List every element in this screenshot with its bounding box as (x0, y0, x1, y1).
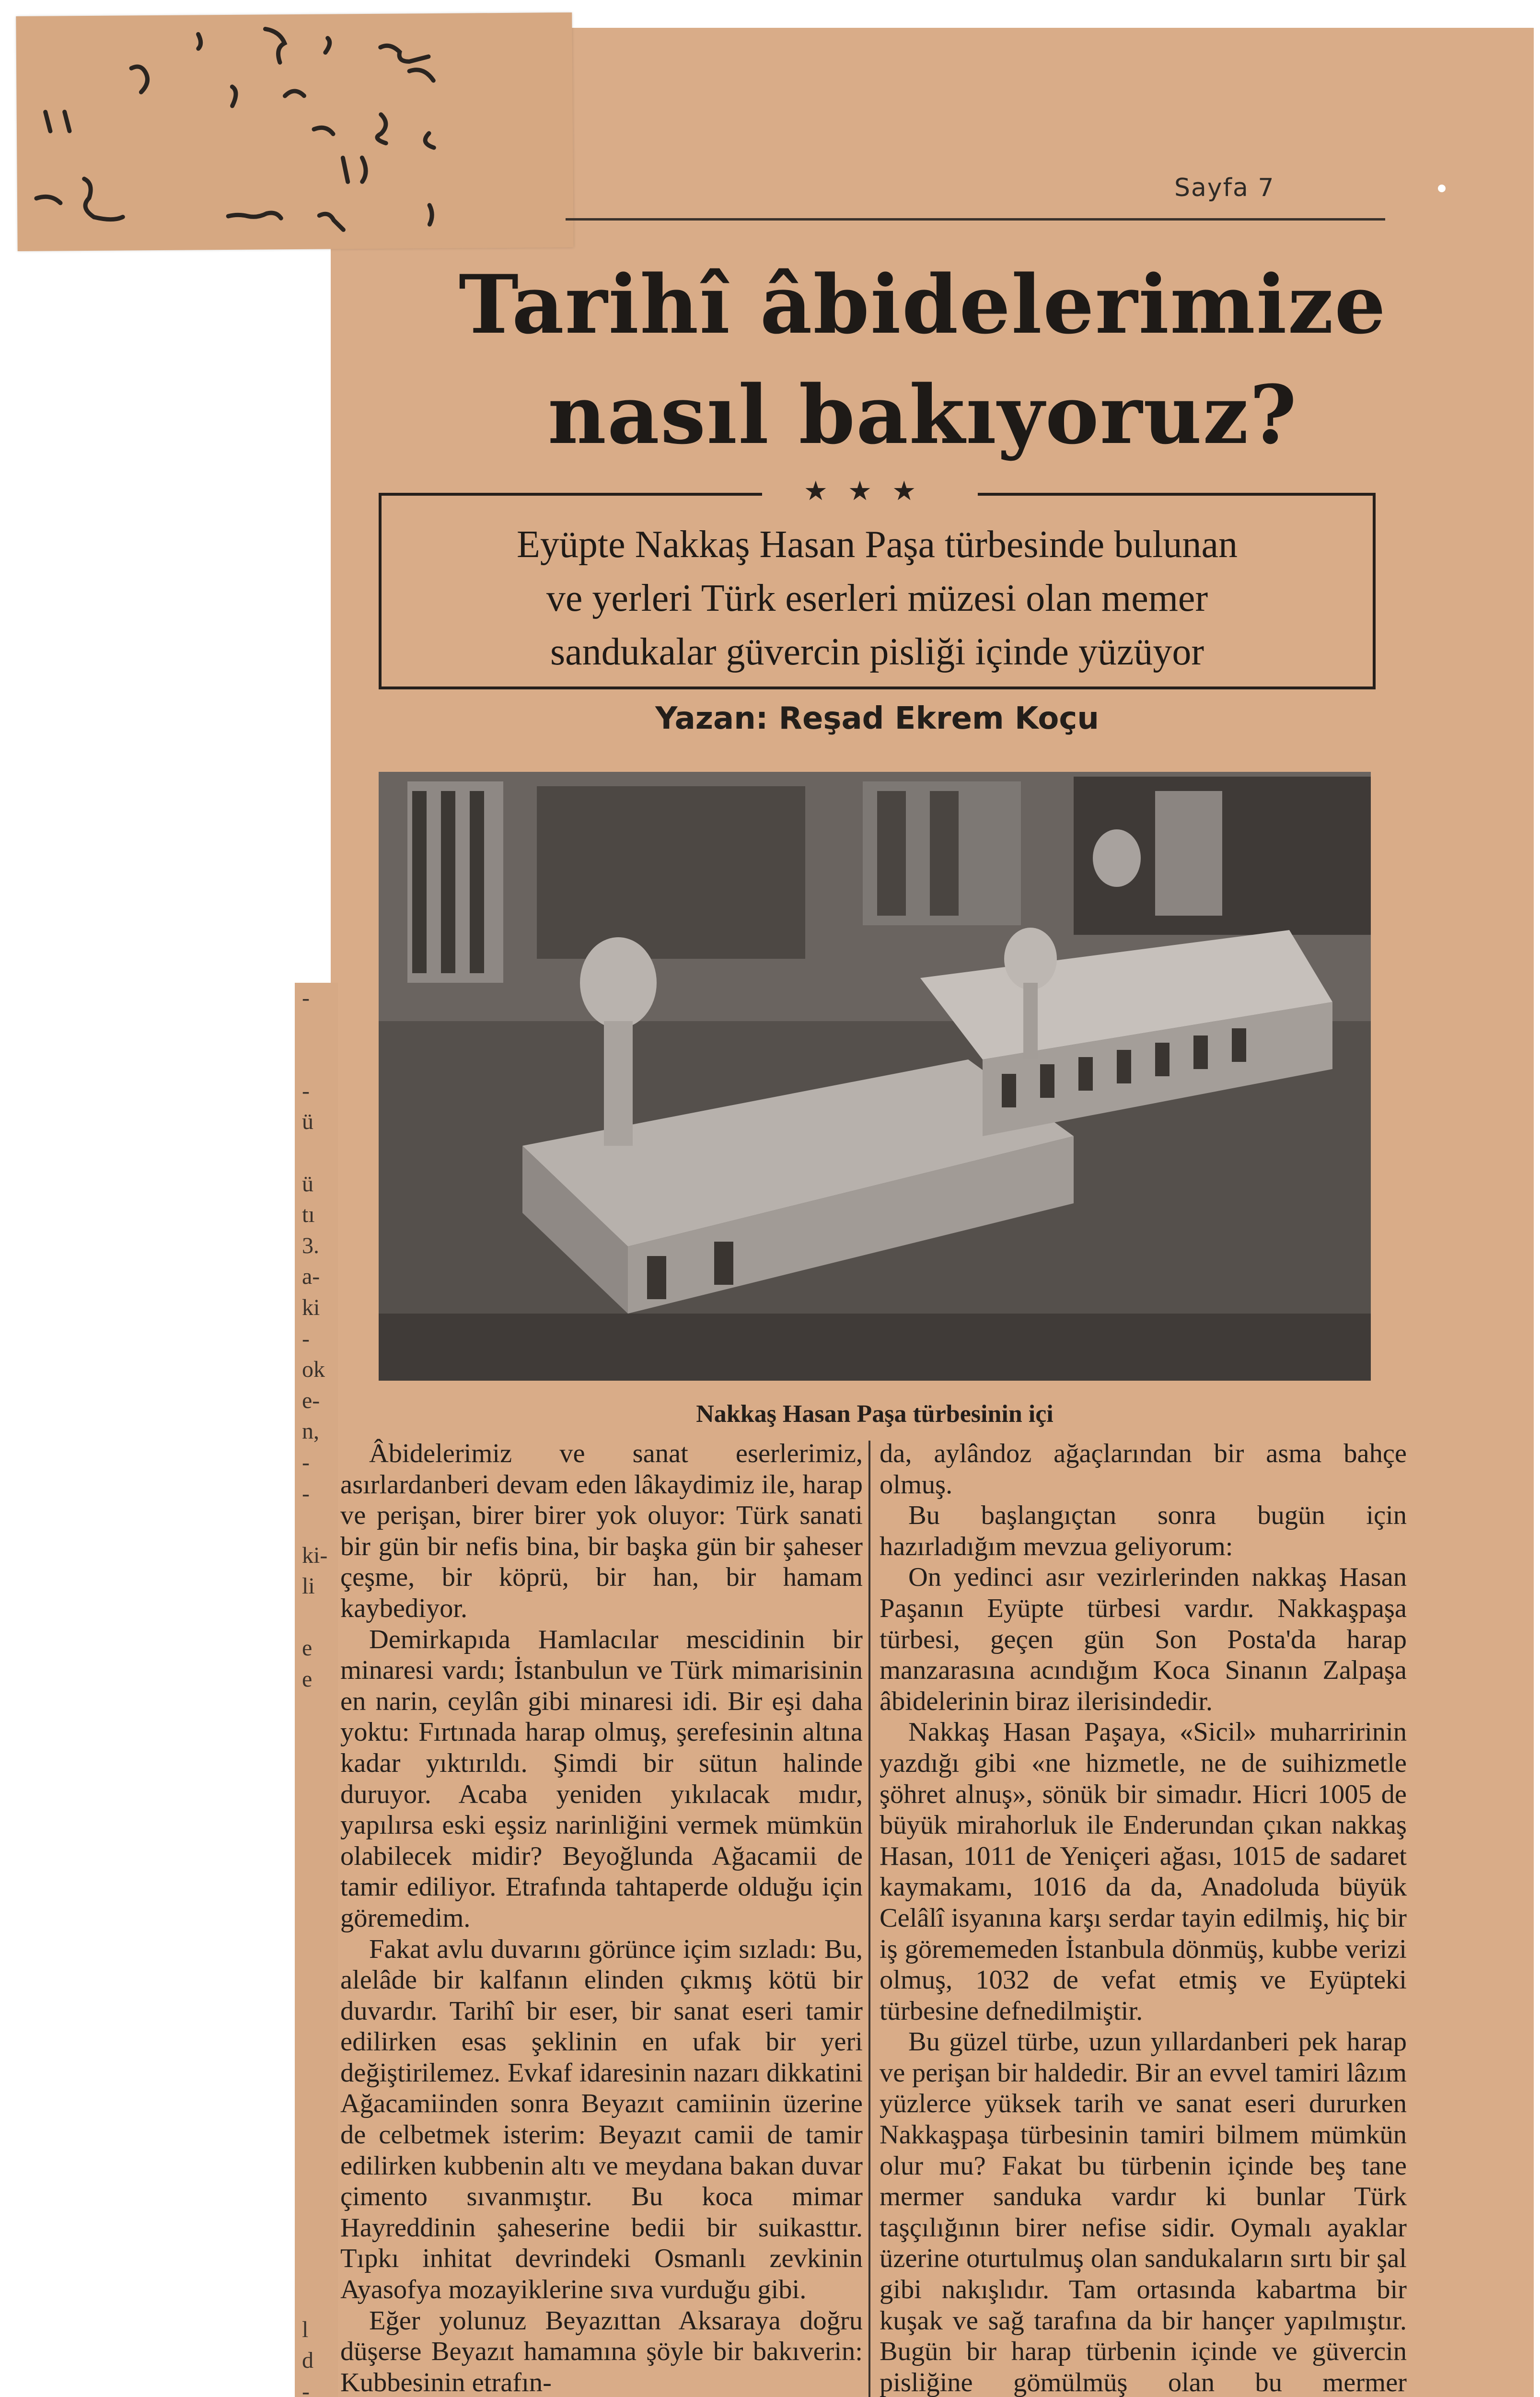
margin-fragment: - (302, 985, 310, 1011)
margin-fragment (302, 2252, 336, 2283)
margin-fragment (302, 1850, 336, 1881)
margin-fragment (302, 1045, 336, 1076)
page-number: Sayfa 7 (1174, 174, 1275, 202)
adjacent-column-fragments (302, 983, 336, 2397)
margin-fragment (302, 1602, 336, 1633)
margin-fragment: - (302, 1326, 310, 1351)
margin-fragment (302, 2097, 336, 2129)
margin-fragment: ki (302, 1294, 320, 1320)
paragraph: On yedinci asır vezirlerinden nakkaş Hasan Paşanın Eyüpte türbesi vardır. Nakkaşpaşa türbesi, geçen gün Son Posta'da harap manzarasına acındığım Koca Sinanın Zalpaşa âbidelerinin biraz ilerisindedir. (880, 1562, 1407, 1716)
handwritten-scribble (16, 12, 573, 251)
margin-fragment (302, 2222, 336, 2253)
star-ornament: ★★★ (762, 476, 978, 514)
paragraph: Nakkaş Hasan Paşaya, «Sicil» muharririnin yazdığı gibi «ne hizmetle, ne de suihizmetle şöhret alnuş», sönük bir simadır. Hicri 1005 de büyük mirahorluk ile Enderundan çıkan nakkaş Hasan, 1011 de Yeniçeri ağası, 1015 de sadaret kaymakamı, 1016 da da, Anadoluda büyük Celâlî isyanına karşı serdar tayin edilmiş, hiç bir iş görememeden İstanbula dönmüş, kubbe verizi olmuş, 1032 de vefat etmiş ve Eyüpteki türbesine defnedilmiştir. (880, 1717, 1407, 2026)
margin-fragment (302, 2190, 336, 2222)
folio-mark (1438, 185, 1446, 192)
margin-fragment: ki- (302, 1542, 328, 1568)
margin-fragment (302, 2129, 336, 2160)
article-deck (383, 518, 1371, 679)
tomb-interior-photo (379, 772, 1371, 1381)
margin-fragment (302, 1881, 336, 1912)
deck-line-3: sandukalar güvercin pisliği içinde yüzüyor (550, 631, 1204, 673)
photo-caption: Nakkaş Hasan Paşa türbesinin içi (696, 1400, 1054, 1428)
deck-line-2: ve yerleri Türk eserleri müzesi olan memer (546, 577, 1208, 619)
margin-fragment (302, 2067, 336, 2098)
margin-fragment: - (302, 1449, 310, 1475)
margin-fragment (302, 1943, 336, 1974)
headline-line-2: nasıl bakıyoruz? (547, 367, 1298, 462)
article-headline (336, 249, 1510, 470)
margin-fragment (302, 1509, 336, 1540)
margin-fragment (302, 2005, 336, 2036)
margin-fragment: l (302, 2316, 309, 2342)
margin-fragment (302, 1695, 336, 1726)
margin-fragment (302, 1014, 336, 1045)
margin-fragment (302, 1912, 336, 1943)
margin-fragment (302, 1138, 336, 1169)
margin-fragment (302, 2283, 336, 2315)
margin-fragment: li (302, 1573, 315, 1599)
margin-fragment: e- (302, 1387, 320, 1413)
margin-fragment: ok (302, 1357, 325, 1383)
margin-fragment: ü (302, 1109, 313, 1135)
margin-fragment: e (302, 1666, 313, 1692)
margin-fragment: tı (302, 1202, 315, 1228)
article-column-right (880, 1438, 1407, 2397)
margin-fragment: a- (302, 1264, 320, 1290)
photo-illustration (379, 772, 1371, 1381)
margin-fragment: 3. (302, 1233, 319, 1258)
margin-fragment: e (302, 1635, 313, 1661)
article-column-left (340, 1438, 863, 2397)
margin-fragment (302, 1819, 336, 1850)
headline-line-1: Tarihî âbidelerimize (459, 257, 1387, 352)
margin-fragment (302, 2036, 336, 2067)
handwritten-note-paper (16, 12, 573, 251)
paragraph: Eğer yolunuz Beyazıttan Aksaraya doğru düşerse Beyazıt hamamına şöyle bir bakıverin: Kubbesinin etrafın- (340, 2305, 863, 2397)
margin-fragment: - (302, 2378, 310, 2397)
margin-fragment (302, 1757, 336, 1788)
paragraph: Bu başlangıçtan sonra bugün için hazırladığım mevzua geliyorum: (880, 1501, 1407, 1561)
deck-line-1: Eyüpte Nakkaş Hasan Paşa türbesinde bulunan (516, 524, 1238, 566)
margin-fragment (302, 1726, 336, 1757)
margin-fragment (302, 1974, 336, 2005)
margin-fragment (302, 1788, 336, 1819)
margin-fragment: d (302, 2348, 313, 2374)
byline: Yazan: Reşad Ekrem Koçu (655, 701, 1099, 736)
column-divider (868, 1441, 870, 2397)
margin-fragment: - (302, 1078, 310, 1104)
header-rule (566, 218, 1385, 221)
margin-fragment: ü (302, 1171, 313, 1197)
margin-fragment (302, 2160, 336, 2191)
margin-fragment: n, (302, 1419, 319, 1444)
paragraph: Âbidelerimiz ve sanat eserlerimiz, asırlardanberi devam eden lâkaydimiz ile, harap ve perişan, birer birer yok oluyor: Türk sanati bir gün bir nefis bina, bir başka gün bir şaheser çeşme, bir köprü, bir han, bir hamam kaybediyor. (340, 1439, 863, 1623)
paragraph: da, aylândoz ağaçlarından bir asma bahçe olmuş. (880, 1439, 1407, 1500)
paragraph: Fakat avlu duvarını görünce içim sızladı: Bu, alelâde bir kalfanın elinden çıkmış kötü bir duvardır. Tarihî bir eser, bir sanat eseri tamir edilirken esas şeklinin en ufak bir yeri değiştirilemez. Evkaf idaresinin nazarı dikkatini Ağacamiinden sonra Beyazıt camiinin üzerine de celbetmek isterim: Beyazıt camii de tamir edilirken kubbenin altı ve meydana bakan duvar çimento sıvanmıştır. Bu koca mimar Hayreddinin şaheserine bedii bir suikasttır. Tıpkı inhitat devrindeki Osmanlı zevkinin Ayasofya mozayiklerine sıva vurduğu gibi. (340, 1934, 863, 2305)
paragraph: Bu güzel türbe, uzun yıllardanberi pek harap ve perişan bir haldedir. Bir an evvel tamiri lâzım yüzlerce yüksek tarih ve sanat eseri dururken Nakkaşpaşa türbesinin tamiri bilmem mümkün olur mu? Fakat bu türbenin içinde beş tane mermer sanduka vardır ki bunlar Türk taşçılığının birer nefise sidir. Oymalı ayaklar üzerine oturtulmuş olan sandukaların sırtı bir şal gibi nakışlıdır. Tam ortasında kabartma bir kuşak ve sağ tarafına da bir hançer yapılmıştır. Bugün bir harap türbenin içinde ve güvercin pisliğine gömülmüş olan bu mermer (880, 2027, 1407, 2397)
paragraph: Demirkapıda Hamlacılar mescidinin bir minaresi vardı; İstanbulun ve Türk mimarisinin en narin, ceylân gibi minaresi idi. Bir eşi daha yoktu: Fırtınada harap olmuş, şerefesinin altına kadar yıktırıldı. Şimdi bir sütun halinde duruyor. Acaba yeniden yıkılacak mıdır, yapılırsa eski eşsiz narinliğini vermek mümkün olabilecek midir? Beyoğlunda Ağacamii de tamir ediliyor. Etrafında tahtaperde olduğu için göremedim. (340, 1624, 863, 1933)
margin-fragment: - (302, 1480, 310, 1506)
